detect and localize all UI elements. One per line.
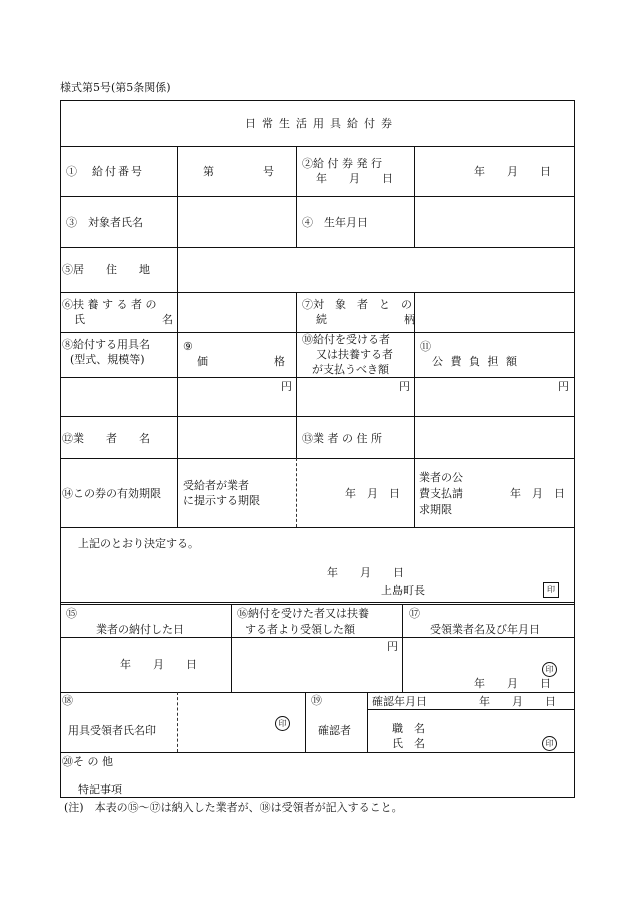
confirm-date-field: 年 月 日 (479, 695, 556, 708)
validity-date: 年 月 日 (345, 487, 400, 500)
label-public-burden: 公 費 負 担 額 (432, 355, 519, 368)
label-vendor-address: ⑬業 者 の 住 所 (302, 432, 382, 445)
label-claim-deadline-b: 費支払請 (419, 487, 463, 500)
label-claim-deadline: 業者の公 (419, 471, 463, 484)
label-confirmer: 確認者 (318, 724, 351, 737)
label-address: ⑤居 住 地 (62, 263, 150, 276)
yen-received: 円 (387, 640, 398, 653)
label-present-deadline: 受給者が業者 (183, 479, 249, 492)
mayor-title: 上島町長 (381, 584, 425, 597)
label-special-notes: 特記事項 (78, 783, 122, 796)
label-payable-b: 又は扶養する者 (316, 348, 393, 361)
label-received-amount: ⑯納付を受けた者又は扶養 (237, 607, 369, 620)
label-guardian-name: 氏 名 (74, 313, 173, 326)
label-vendor-receipt: 受領業者名及び年月日 (430, 623, 540, 636)
label-claim-deadline-c: 求期限 (419, 503, 452, 516)
form-title: 日常生活用具給付券 (245, 117, 398, 130)
label-go: 号 (263, 165, 274, 178)
mayor-seal-icon: 印 (543, 582, 559, 598)
claim-deadline-date: 年 月 日 (510, 487, 565, 500)
label-delivery-date: 業者の納付した日 (96, 623, 184, 636)
label-grant-number: ① 給付番号 (66, 165, 144, 178)
label-price-num: ⑨ (183, 340, 193, 353)
label-position: 職 名 (392, 722, 425, 735)
yen-public: 円 (558, 380, 569, 393)
label-equipment-model: (型式、規模等) (70, 353, 145, 366)
label-payable-c: が支払うべき額 (312, 363, 389, 376)
label-public-num: ⑪ (420, 340, 431, 353)
confirmer-seal-icon: 印 (542, 736, 557, 751)
label-birth-date: ④ 生年月日 (302, 216, 368, 229)
vendor-seal-icon: 印 (542, 662, 557, 677)
label-17-num: ⑰ (409, 607, 420, 620)
yen-price: 円 (281, 380, 292, 393)
label-payable: ⑩給付を受ける者 (302, 333, 390, 346)
label-receiver-seal: 用具受領者氏名印 (68, 724, 156, 737)
label-relationship: ⑦対 象 者 と の (302, 298, 412, 311)
label-19-num: ⑲ (311, 694, 322, 707)
label-confirm-date: 確認年月日 (372, 695, 427, 708)
label-subject-name: ③ 対象者氏名 (66, 216, 143, 229)
issue-date-field: 年 月 日 (474, 165, 551, 178)
delivery-date-field: 年 月 日 (120, 658, 197, 671)
label-15-num: ⑮ (66, 607, 77, 620)
vendor-receipt-date: 年 月 日 (474, 677, 551, 690)
label-vendor-name: ⑫業 者 名 (62, 432, 150, 445)
label-equipment: ⑧給付する用具名 (62, 338, 150, 351)
label-name: 氏 名 (392, 737, 425, 750)
label-dai: 第 (203, 165, 214, 178)
receiver-seal-icon: 印 (275, 716, 290, 731)
yen-payable: 円 (399, 380, 410, 393)
label-other: ⑳そ の 他 (62, 755, 113, 768)
label-relationship-b: 続 柄 (316, 313, 415, 326)
label-issue-date: ②給 付 券 発 行 (302, 157, 382, 170)
label-price: 価 格 (197, 355, 285, 368)
label-guardian: ⑥扶 養 す る 者 の (62, 298, 157, 311)
form-number: 様式第5号(第5条関係) (60, 81, 171, 94)
label-18-num: ⑱ (62, 694, 73, 707)
decision-text: 上記のとおり決定する。 (78, 537, 199, 550)
label-validity: ⑭この券の有効期限 (62, 487, 161, 500)
decision-date: 年 月 日 (327, 566, 404, 579)
label-present-deadline-b: に提示する期限 (183, 494, 260, 507)
label-received-amount-b: する者より受領した額 (245, 623, 355, 636)
footnote: (注) 本表の⑮〜⑰は納入した業者が、⑱は受領者が記入すること。 (64, 801, 403, 814)
label-issue-date-ymd: 年 月 日 (316, 172, 393, 185)
